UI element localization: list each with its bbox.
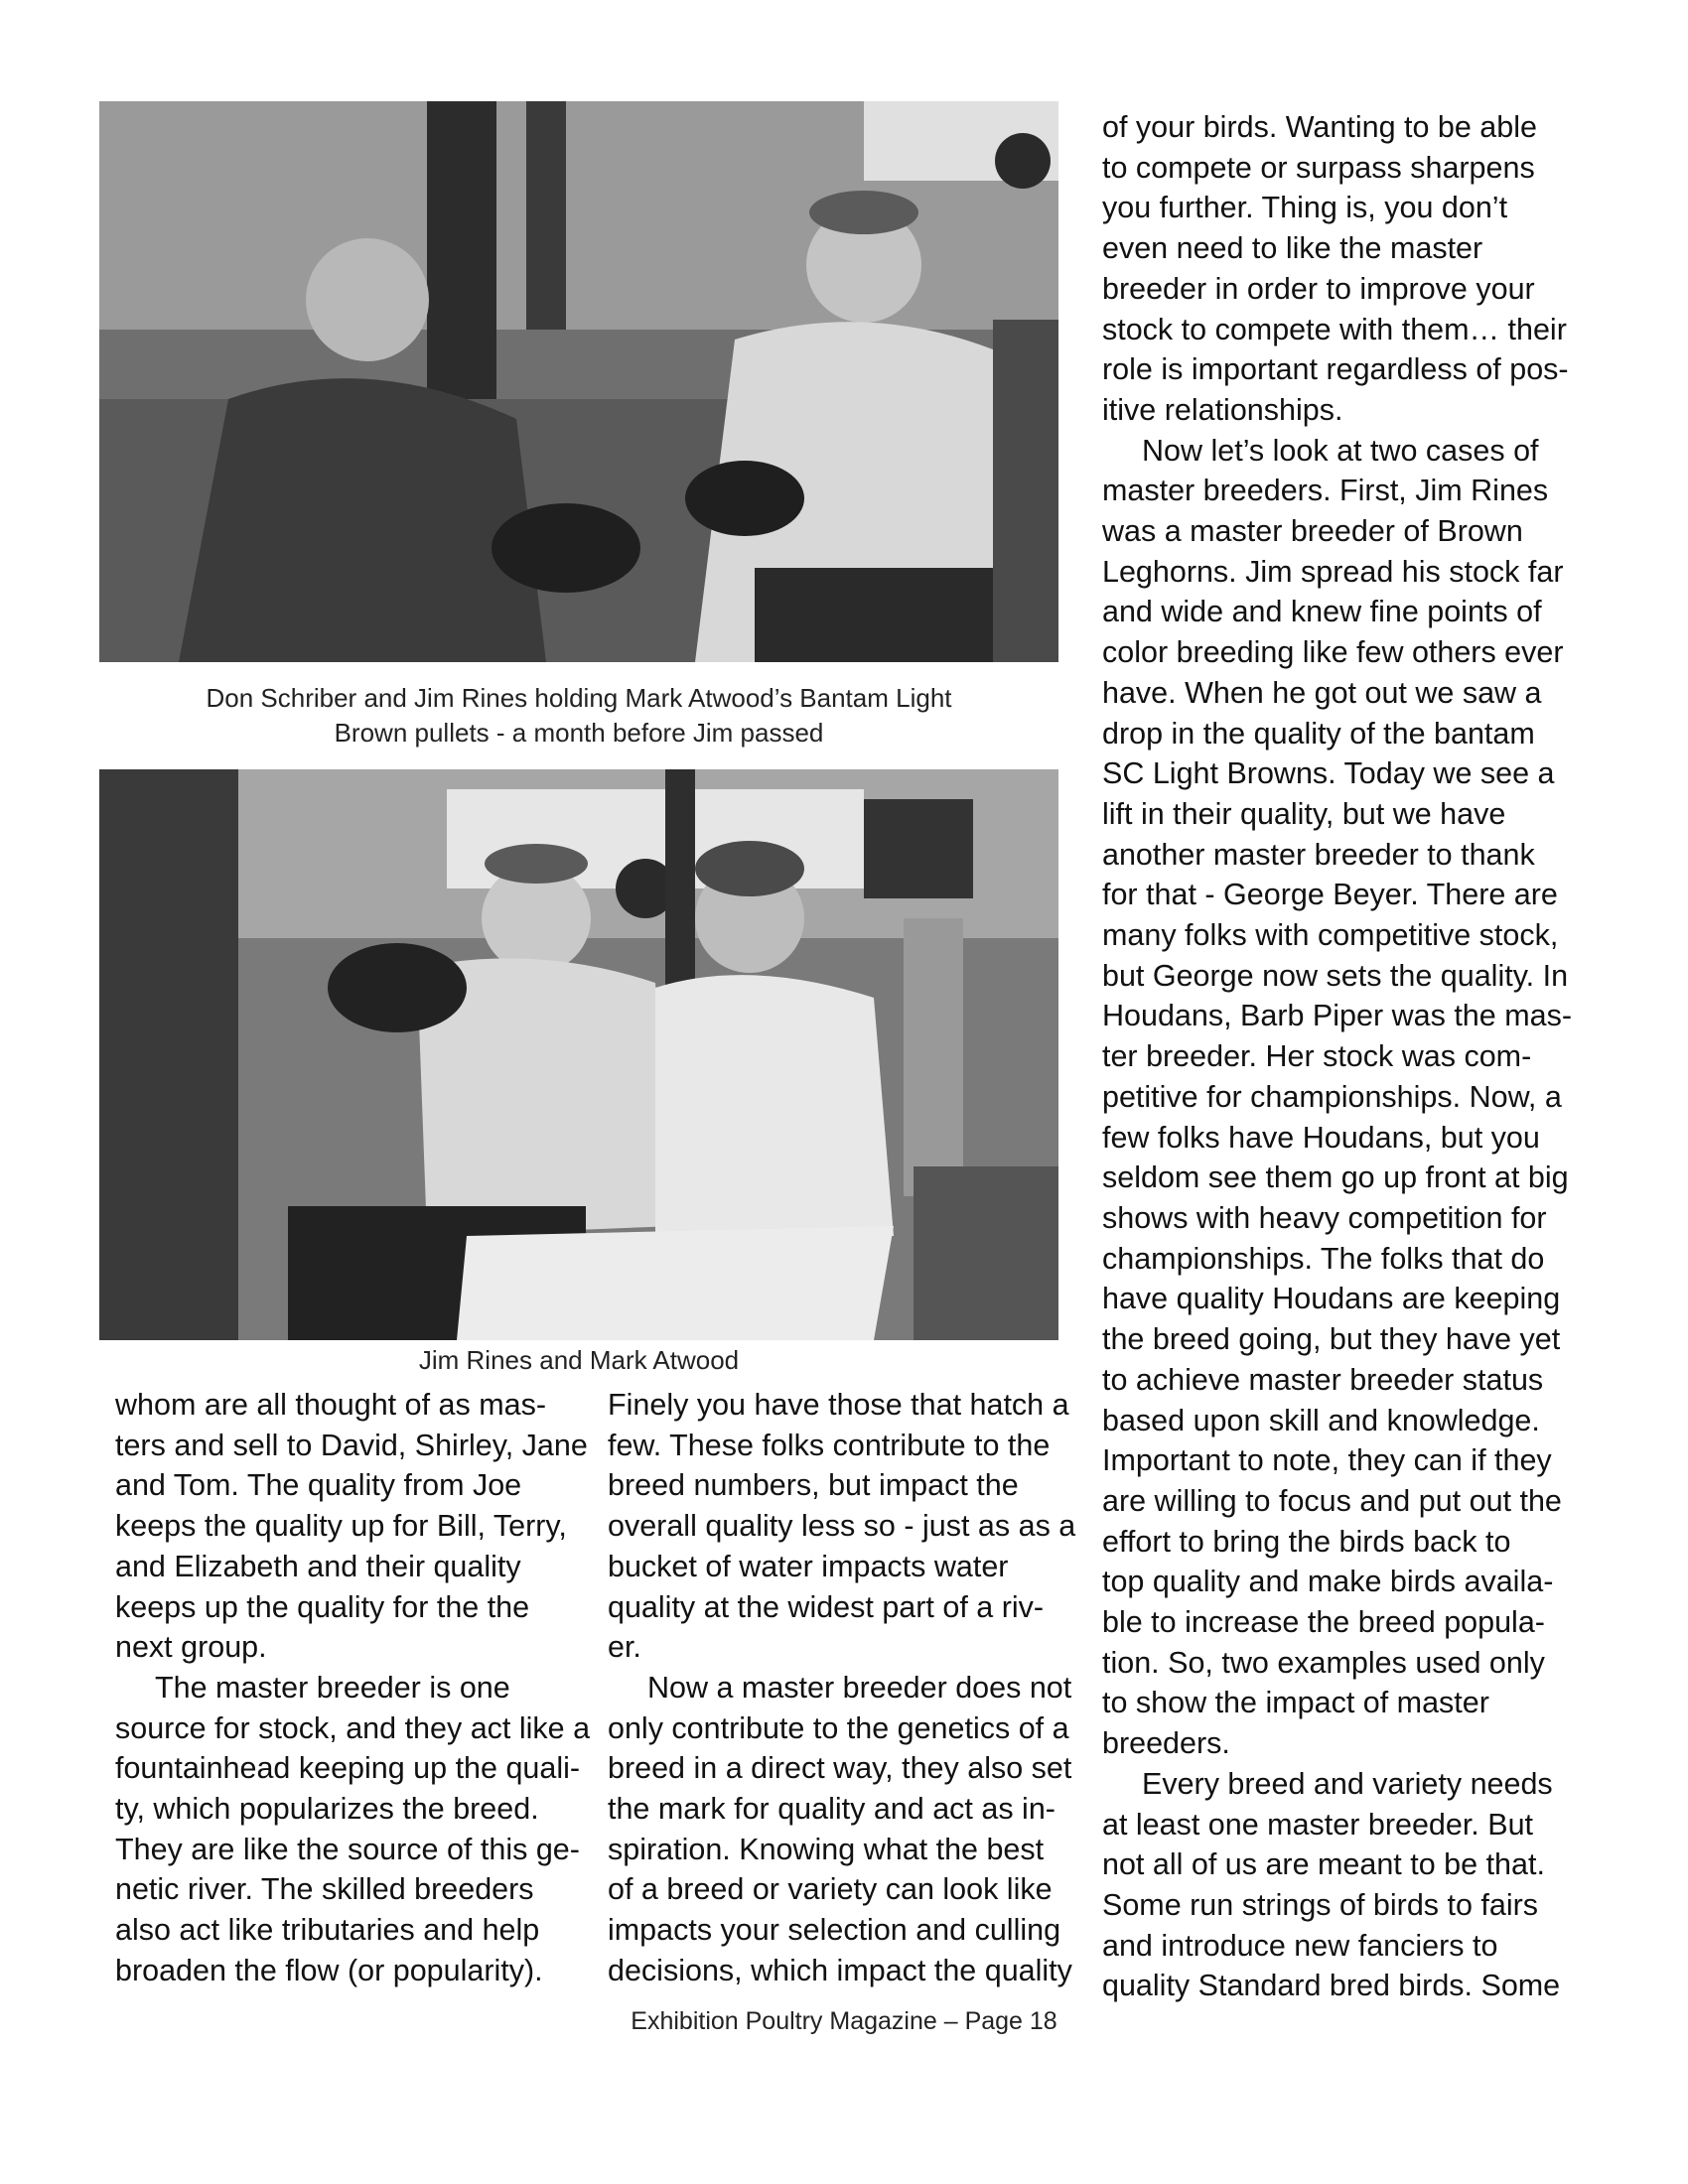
text-line: and introduce new fanciers to <box>1102 1928 1498 1963</box>
text-line: broaden the flow (or popularity). <box>115 1953 543 1987</box>
text-line: effort to bring the birds back to <box>1102 1524 1511 1559</box>
text-line: whom are all thought of as mas- <box>115 1388 546 1422</box>
text-line: for that - George Beyer. There are <box>1102 878 1558 912</box>
text-line: was a master breeder of Brown <box>1102 514 1523 549</box>
text-line: based upon skill and knowledge. <box>1102 1403 1540 1437</box>
text-line: the mark for quality and act as in- <box>608 1792 1055 1827</box>
text-line: have quality Houdans are keeping <box>1102 1282 1561 1316</box>
text-line: Every breed and variety needs <box>1142 1766 1553 1801</box>
text-line: at least one master breeder. But <box>1102 1807 1534 1842</box>
text-line: impacts your selection and culling <box>608 1913 1061 1948</box>
text-line: quality Standard bred birds. Some <box>1102 1969 1561 2003</box>
text-line: of a breed or variety can look like <box>608 1872 1053 1907</box>
text-line: another master breeder to thank <box>1102 837 1535 872</box>
text-line: top quality and make birds availa- <box>1102 1565 1554 1599</box>
paragraph <box>1102 107 1658 431</box>
text-line: shows with heavy competition for <box>1102 1200 1547 1235</box>
text-line: only contribute to the genetics of a <box>608 1710 1069 1745</box>
text-line: bucket of water impacts water <box>608 1549 1009 1583</box>
text-line: source for stock, and they act like a <box>115 1710 591 1745</box>
text-line: to compete or surpass sharpens <box>1102 150 1535 185</box>
text-line: Important to note, they can if they <box>1102 1443 1552 1478</box>
text-line: and Tom. The quality from Joe <box>115 1468 522 1503</box>
text-line: breeder in order to improve your <box>1102 271 1535 306</box>
paragraph <box>115 1385 602 1668</box>
paragraph <box>1102 431 1658 1764</box>
paragraph <box>1102 1764 1658 2006</box>
text-line: Finely you have those that hatch a <box>608 1388 1069 1422</box>
text-line: decisions, which impact the quality <box>608 1953 1072 1987</box>
text-line: petitive for championships. Now, a <box>1102 1079 1562 1114</box>
paragraph <box>608 1668 1094 1991</box>
text-line: keeps up the quality for the the <box>115 1589 530 1624</box>
text-line: netic river. The skilled breeders <box>115 1872 534 1907</box>
text-line: quality at the widest part of a riv- <box>608 1589 1045 1624</box>
text-line: spiration. Knowing what the best <box>608 1832 1045 1866</box>
text-line: have. When he got out we saw a <box>1102 675 1542 710</box>
photo-don-schriber-jim-rines <box>99 101 1058 662</box>
text-line: of your birds. Wanting to be able <box>1102 110 1537 144</box>
paragraph <box>608 1385 1094 1668</box>
text-line: and Elizabeth and their quality <box>115 1549 521 1583</box>
photo-jim-rines-mark-atwood <box>99 769 1058 1340</box>
text-line: color breeding like few others ever <box>1102 635 1564 670</box>
text-line: even need to like the master <box>1102 231 1483 266</box>
text-line: er. <box>608 1630 641 1665</box>
text-line: ble to increase the breed popula- <box>1102 1605 1545 1640</box>
text-line: role is important regardless of pos- <box>1102 352 1569 387</box>
text-line: Leghorns. Jim spread his stock far <box>1102 554 1564 589</box>
left-column <box>115 1385 602 1991</box>
text-line: ters and sell to David, Shirley, Jane <box>115 1428 588 1462</box>
photo-caption <box>99 1343 1058 1378</box>
page-footer: Exhibition Poultry Magazine – Page 18 <box>631 2007 1057 2035</box>
text-line: many folks with competitive stock, <box>1102 918 1559 953</box>
text-line: few folks have Houdans, but you <box>1102 1120 1540 1155</box>
text-line: championships. The folks that do <box>1102 1241 1545 1276</box>
text-line: to achieve master breeder status <box>1102 1362 1544 1397</box>
text-line: master breeders. First, Jim Rines <box>1102 474 1549 508</box>
text-line: lift in their quality, but we have <box>1102 796 1506 831</box>
caption-line: Don Schriber and Jim Rines holding Mark Atwood’s Bantam Light <box>206 683 952 713</box>
caption-line: Jim Rines and Mark Atwood <box>418 1345 740 1375</box>
text-line: next group. <box>115 1630 267 1665</box>
caption-line: Brown pullets - a month before Jim passed <box>334 718 824 748</box>
text-line: but George now sets the quality. In <box>1102 958 1569 993</box>
text-line: seldom see them go up front at big <box>1102 1160 1569 1195</box>
text-line: itive relationships. <box>1102 392 1343 427</box>
text-line: also act like tributaries and help <box>115 1913 540 1948</box>
text-line: few. These folks contribute to the <box>608 1428 1051 1462</box>
text-line: Now a master breeder does not <box>647 1670 1072 1705</box>
right-column <box>1102 107 1658 2006</box>
text-line: stock to compete with them… their <box>1102 312 1567 346</box>
text-line: ter breeder. Her stock was com- <box>1102 1039 1532 1074</box>
middle-column <box>608 1385 1094 1991</box>
text-line: The master breeder is one <box>155 1670 510 1705</box>
text-line: drop in the quality of the bantam <box>1102 716 1535 751</box>
text-line: are willing to focus and put out the <box>1102 1483 1562 1518</box>
text-line: SC Light Browns. Today we see a <box>1102 756 1555 791</box>
paragraph <box>115 1668 602 1991</box>
text-line: ty, which popularizes the breed. <box>115 1792 539 1827</box>
text-line: overall quality less so - just as as a <box>608 1509 1076 1544</box>
text-line: the breed going, but they have yet <box>1102 1322 1561 1357</box>
text-line: fountainhead keeping up the quali- <box>115 1751 581 1786</box>
text-line: Now let’s look at two cases of <box>1142 433 1539 468</box>
text-line: Some run strings of birds to fairs <box>1102 1887 1539 1922</box>
text-line: to show the impact of master <box>1102 1686 1489 1720</box>
text-line: They are like the source of this ge- <box>115 1832 580 1866</box>
text-line: breeders. <box>1102 1726 1230 1761</box>
text-line: you further. Thing is, you don’t <box>1102 191 1508 225</box>
text-line: and wide and knew fine points of <box>1102 595 1542 629</box>
photo-caption <box>99 681 1058 751</box>
text-line: tion. So, two examples used only <box>1102 1645 1545 1680</box>
text-line: breed numbers, but impact the <box>608 1468 1019 1503</box>
text-line: not all of us are meant to be that. <box>1102 1847 1545 1882</box>
text-line: breed in a direct way, they also set <box>608 1751 1072 1786</box>
text-line: Houdans, Barb Piper was the mas- <box>1102 999 1572 1033</box>
text-line: keeps the quality up for Bill, Terry, <box>115 1509 567 1544</box>
